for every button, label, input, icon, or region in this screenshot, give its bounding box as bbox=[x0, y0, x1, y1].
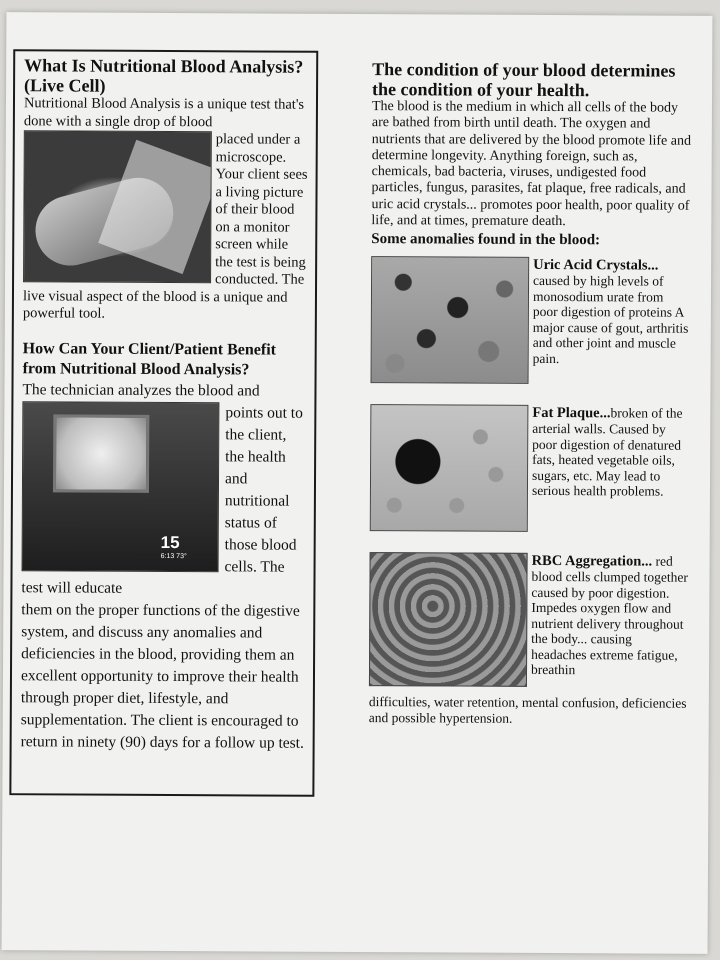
intro-end-text: live visual aspect of the blood is a unique and powerful tool. bbox=[22, 287, 288, 322]
intro-wrap-text: placed under a microscope. Your client sees a living picture of their blood on a monitor screen while the test is being conducted. The bbox=[215, 131, 308, 288]
anomaly-title: RBC Aggregation... bbox=[531, 552, 653, 570]
body-wrap-text: points out to the client, the health and nutritional status of those blood cells. The test will educate bbox=[21, 403, 303, 597]
anomaly-tail-text: difficulties, water retention, mental confusion, deficiencies and possible hypertension. bbox=[368, 693, 687, 726]
intro-text: Nutritional Blood Analysis is a unique test that's done with a single drop of blood bbox=[23, 95, 305, 130]
left-info-box bbox=[9, 49, 318, 797]
channel-sub: 6:13 73° bbox=[160, 552, 187, 560]
blood-drop-photo bbox=[23, 130, 212, 283]
left-title: What Is Nutritional Blood Analysis? (Live Cell) bbox=[24, 55, 304, 96]
body-end-text: them on the proper functions of the digestive system, and discuss any anomalies and deficiencies in the blood, providing them an excellent opportunity to improve their health through proper diet, lifestyle, and supplementation. The client is encouraged to return in ninety (90) days for a follow up test. bbox=[20, 600, 304, 752]
monitor-screen bbox=[53, 414, 149, 493]
fat-plaque-micrograph bbox=[370, 404, 529, 532]
anomaly-text: red blood cells clumped together caused by poor digestion. Impedes oxygen flow and nutrient delivery throughout the body... causing headaches extreme fatigue, breathin bbox=[530, 553, 688, 678]
channel-number: 15 bbox=[160, 532, 180, 552]
document-page bbox=[2, 12, 713, 954]
left-subtitle: How Can Your Client/Patient Benefit from Nutritional Blood Analysis? bbox=[22, 339, 277, 378]
anomaly-text: caused by high levels of monosodium urate from poor digestion of proteins A major cause of gout, arthritis and other joint and muscle pain. bbox=[532, 273, 689, 366]
channel-badge bbox=[161, 532, 187, 559]
anomaly-fat-plaque bbox=[370, 404, 691, 546]
anomalies-heading: Some anomalies found in the blood: bbox=[371, 231, 601, 249]
right-column bbox=[369, 59, 692, 727]
anomaly-rbc-aggregation bbox=[369, 552, 690, 696]
anomaly-uric-acid bbox=[370, 256, 691, 398]
anomaly-title: Uric Acid Crystals... bbox=[533, 256, 659, 274]
right-title: The condition of your blood determines the condition of your health. bbox=[372, 59, 676, 101]
anomaly-title: Fat Plaque... bbox=[532, 404, 611, 421]
right-body: The blood is the medium in which all cells of the body are bathed from birth until death. The oxygen and nutrients that are delivered by the blood promote life and determine longevity. Anything foreign, such as, chemicals, bad bacteria, viruses, undigested food particles, fungus, parasites, fat plaque, free radicals, and uric acid crystals... promotes poor health, poor quality of life, and at times, premature death. bbox=[371, 99, 692, 230]
rbc-aggregation-micrograph bbox=[369, 552, 528, 687]
uric-acid-micrograph bbox=[371, 256, 530, 384]
monitor-photo bbox=[22, 401, 220, 572]
body-text-a: The technician analyzes the blood and bbox=[22, 380, 260, 399]
anomaly-text: broken of the arterial walls. Caused by poor digestion of denatured fats, heated vegetable oils, sugars, etc. May lead to serious health problems. bbox=[531, 404, 683, 499]
